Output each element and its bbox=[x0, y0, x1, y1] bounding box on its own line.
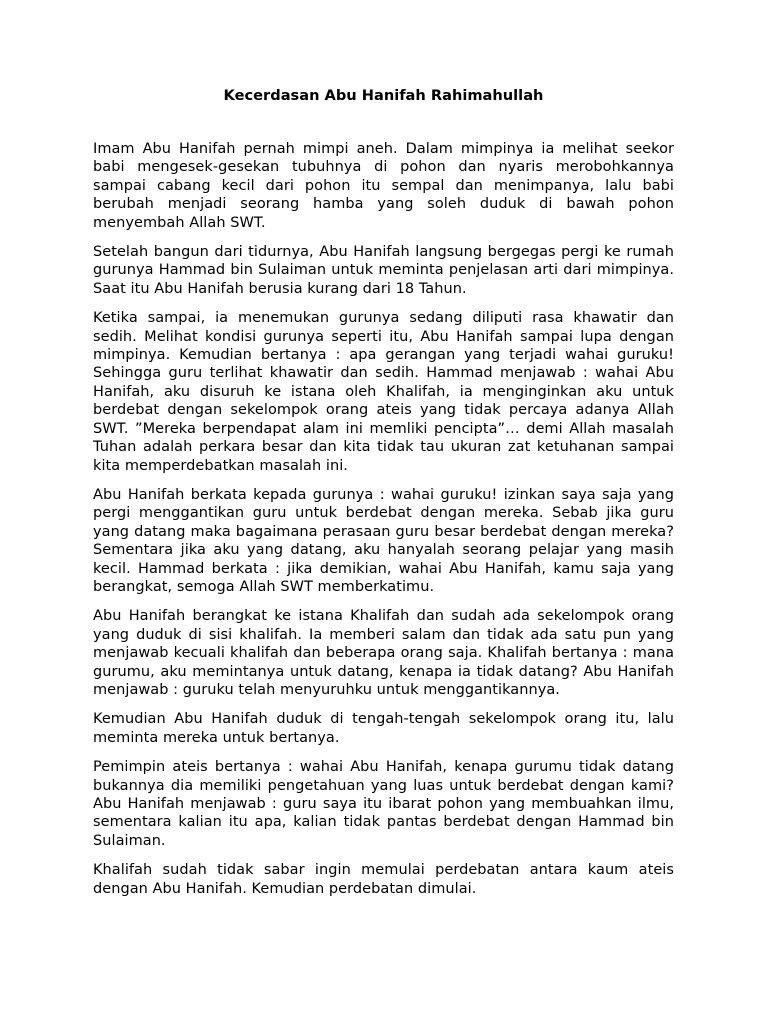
paragraph-1: Imam Abu Hanifah pernah mimpi aneh. Dalam mimpinya ia melihat seekor babi mengesek-gesekan tubuhnya di pohon dan nyaris merobohkannya sampai cabang kecil dari pohon itu sempal dan menimpanya, lalu babi berubah menjadi seorang hamba yang soleh duduk di bawah pohon menyembah Allah SWT. bbox=[93, 141, 674, 231]
paragraph-2: Setelah bangun dari tidurnya, Abu Hanifah langsung bergegas pergi ke rumah gurunya Hammad bin Sulaiman untuk meminta penjelasan arti dari mimpinya. Saat itu Abu Hanifah berusia kurang dari 18 Tahun. bbox=[93, 244, 674, 297]
paragraph-8: Khalifah sudah tidak sabar ingin memulai perdebatan antara kaum ateis dengan Abu Hanifah. Kemudian perdebatan dimulai. bbox=[93, 862, 674, 897]
document-body bbox=[93, 140, 674, 898]
paragraph-3: Ketika sampai, ia menemukan gurunya sedang diliputi rasa khawatir dan sedih. Melihat kondisi gurunya seperti itu, Abu Hanifah sampai lupa dengan mimpinya. Kemudian bertanya : apa gerangan yang terjadi wahai guruku! Sehingga guru terlihat khawatir dan sedih. Hammad menjawab : wahai Abu Hanifah, aku disuruh ke istana oleh Khalifah, ia menginginkan aku untuk berdebat dengan sekelompok orang ateis yang tidak percaya adanya Allah SWT. ”Mereka berpendapat alam ini memliki pencipta”… demi Allah masalah Tuhan adalah perkara besar dan kita tidak tau ukuran zat ketuhanan sampai kita memperdebatkan masalah ini. bbox=[93, 310, 674, 474]
paragraph-6: Kemudian Abu Hanifah duduk di tengah-tengah sekelompok orang itu, lalu meminta mereka untuk bertanya. bbox=[93, 711, 674, 746]
paragraph-4: Abu Hanifah berkata kepada gurunya : wahai guruku! izinkan saya saja yang pergi menggantikan guru untuk berdebat dengan mereka. Sebab jika guru yang datang maka bagaimana perasaan guru besar berdebat dengan mereka? Sementara jika aku yang datang, aku hanyalah seorang pelajar yang masih kecil. Hammad berkata : jika demikian, wahai Abu Hanifah, kamu saja yang berangkat, semoga Allah SWT memberkatimu. bbox=[93, 486, 674, 595]
paragraph-5: Abu Hanifah berangkat ke istana Khalifah dan sudah ada sekelompok orang yang duduk di sisi khalifah. Ia memberi salam dan tidak ada satu pun yang menjawab kecuali khalifah dan beberapa orang saja. Khalifah bertanya : mana gurumu, aku memintanya untuk datang, kenapa ia tidak datang? Abu Hanifah menjawab : guruku telah menyuruhku untuk menggantikannya. bbox=[93, 608, 674, 698]
document-title: Kecerdasan Abu Hanifah Rahimahullah bbox=[223, 87, 544, 104]
paragraph-7: Pemimpin ateis bertanya : wahai Abu Hanifah, kenapa gurumu tidak datang bukannya dia memiliki pengetahuan yang luas untuk berdebat dengan kami? Abu Hanifah menjawab : guru saya itu ibarat pohon yang membuahkan ilmu, sementara kalian itu apa, kalian tidak pantas berdebat dengan Hammad bin Sulaiman. bbox=[93, 759, 674, 849]
